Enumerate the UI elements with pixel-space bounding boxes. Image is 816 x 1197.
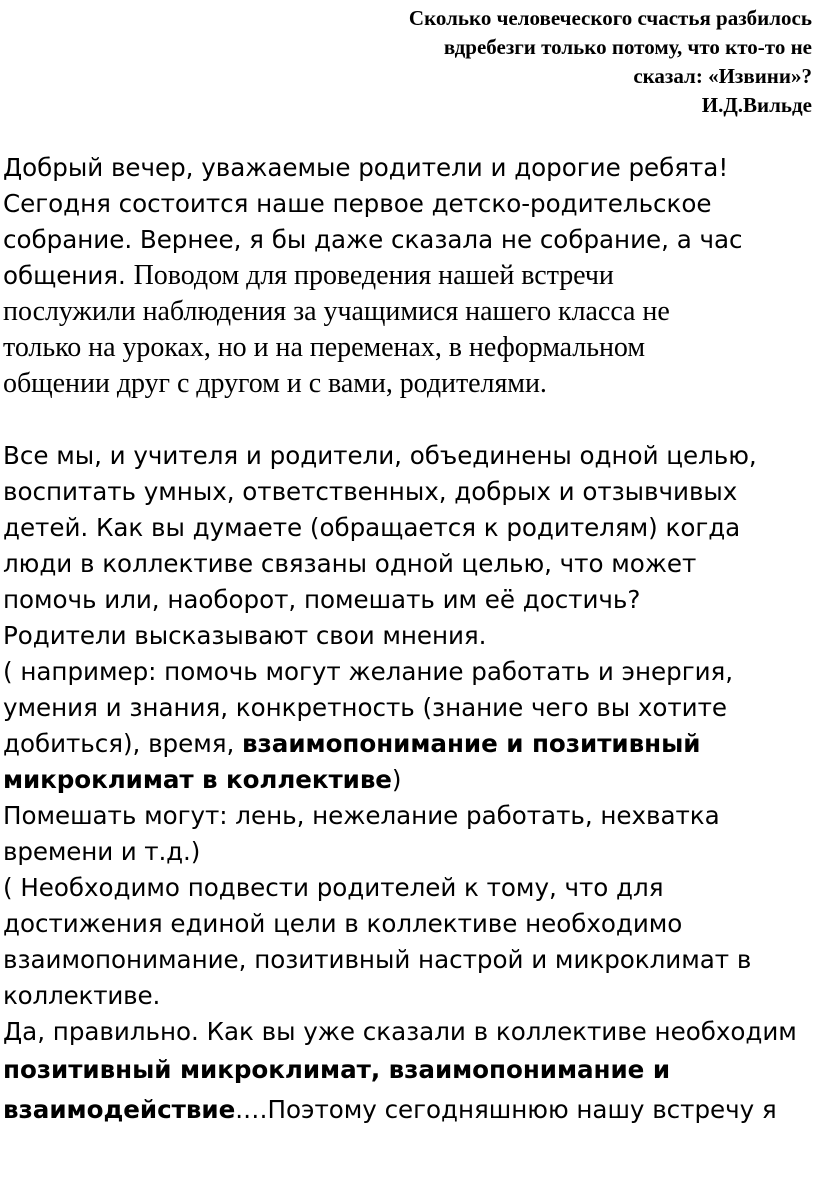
text-line: достижения единой цели в коллективе необходимо [3,909,683,938]
text-line: умения и знания, конкретность (знание чего вы хотите [3,693,728,722]
text-line [3,762,815,798]
bold-text-segment: позитивный микроклимат, взаимопонимание и [3,1055,671,1084]
text-segment: Поводом для проведения нашей встречи [133,260,614,291]
text-line: Да, правильно. Как вы уже сказали в коллективе необходим [3,1017,797,1046]
text-line: послужили наблюдения за учащимися нашего класса не [3,296,670,327]
text-line: Помешать могут: лень, нежелание работать, нехватка [3,801,720,830]
text-line: собрание. Вернее, я бы даже сказала не собрание, а час [3,225,743,254]
bold-text-segment: взаимопонимание и позитивный [242,729,701,758]
text-line: воспитать умных, ответственных, добрых и отзывчивых [3,477,738,506]
text-line: только на уроках, но и на переменах, в неформальном [3,332,646,363]
text-line: Сегодня состоится наше первое детско-родительское [3,189,712,218]
epigraph-line: Сколько человеческого счастья разбилось [408,6,812,30]
text-line [3,258,815,294]
paragraph-gap [3,402,815,438]
document-body [3,150,815,1130]
text-segment: ) [391,765,402,794]
text-line: ( например: помочь могут желание работать и энергия, [3,657,734,686]
text-line: коллективе. [3,981,161,1010]
text-line: люди в коллективе связаны одной целью, что может [3,549,697,578]
text-segment: добиться), время, [3,729,243,758]
bold-text-segment: микроклимат в коллективе [3,765,392,794]
text-segment: .…Поэтому сегодняшнюю нашу встречу я [235,1095,777,1124]
text-line: Добрый вечер, уважаемые родители и дорогие ребята! [3,153,729,182]
text-line: ( Необходимо подвести родителей к тому, что для [3,873,664,902]
epigraph [292,4,812,120]
text-line: помочь или, наоборот, помешать им её достичь? [3,585,641,614]
text-line: детей. Как вы думаете (обращается к родителям) когда [3,513,741,542]
epigraph-line: вдребезги только потому, что кто-то не [443,35,812,59]
text-line: общении друг с другом и с вами, родителями. [3,368,547,399]
text-segment: общения. [3,261,134,290]
text-line [3,1090,815,1130]
text-line: Родители высказывают свои мнения. [3,621,487,650]
text-line: Все мы, и учителя и родители, объединены одной целью, [3,441,757,470]
text-line [3,726,815,762]
epigraph-line: сказал: «Извини»? [633,64,812,88]
text-line: взаимопонимание, позитивный настрой и микроклимат в [3,945,752,974]
paragraph-discussion [3,438,815,1130]
bold-text-segment: взаимодействие [3,1095,236,1124]
epigraph-author: И.Д.Вильде [701,93,812,117]
text-line [3,1050,815,1090]
paragraph-greeting [3,150,815,402]
text-line: времени и т.д.) [3,837,201,866]
